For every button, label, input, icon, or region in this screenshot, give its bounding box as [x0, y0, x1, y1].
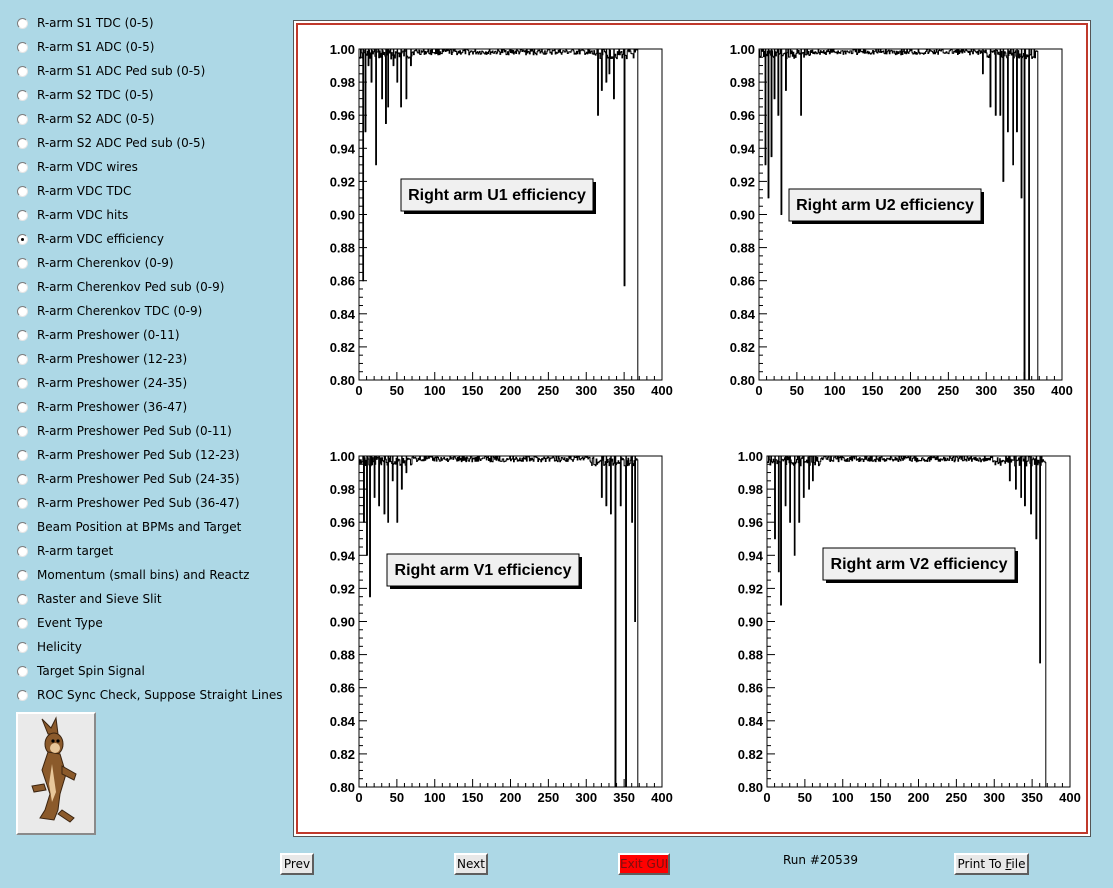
radio-option[interactable] — [17, 180, 287, 204]
y-tick-label: 0.92 — [329, 174, 355, 190]
radio-button[interactable] — [17, 450, 28, 461]
chart-title: Right arm V1 efficiency — [394, 562, 572, 579]
radio-button[interactable] — [17, 354, 28, 365]
radio-label: R-arm Preshower (36-47) — [37, 400, 188, 414]
x-tick-label: 350 — [1021, 790, 1043, 805]
x-tick-label: 200 — [499, 383, 522, 398]
radio-option[interactable] — [17, 324, 287, 348]
radio-button[interactable] — [17, 330, 28, 341]
x-tick-label: 350 — [613, 790, 635, 805]
print-label-suffix: ile — [1011, 857, 1026, 871]
plot-canvas — [293, 20, 1091, 837]
radio-button[interactable] — [17, 618, 28, 629]
x-tick-label: 400 — [651, 383, 673, 398]
radio-button[interactable] — [17, 666, 28, 677]
x-tick-label: 250 — [537, 383, 560, 398]
x-tick-label: 50 — [789, 383, 805, 398]
radio-button[interactable] — [17, 402, 28, 413]
radio-label: Helicity — [37, 640, 82, 654]
radio-label: R-arm Preshower Ped Sub (36-47) — [37, 496, 240, 510]
y-tick-label: 0.82 — [737, 746, 763, 762]
radio-option[interactable] — [17, 612, 287, 636]
radio-button[interactable] — [17, 594, 28, 605]
radio-button[interactable] — [17, 378, 28, 389]
radio-option[interactable] — [17, 660, 287, 684]
radio-label: ROC Sync Check, Suppose Straight Lines — [37, 688, 283, 702]
y-tick-label: 0.92 — [737, 581, 763, 597]
radio-option[interactable] — [17, 348, 287, 372]
y-tick-label: 0.82 — [329, 339, 355, 355]
y-tick-label: 0.90 — [329, 207, 355, 223]
plot-selector-radio-group — [17, 12, 287, 708]
x-tick-label: 50 — [389, 790, 405, 805]
y-tick-label: 0.88 — [329, 240, 355, 256]
y-tick-label: 0.88 — [329, 647, 355, 663]
next-button[interactable]: Next — [454, 853, 488, 875]
print-to-file-button[interactable] — [954, 853, 1029, 875]
x-tick-label: 50 — [797, 790, 813, 805]
y-tick-label: 1.00 — [729, 42, 755, 57]
radio-option[interactable] — [17, 108, 287, 132]
x-tick-label: 300 — [575, 790, 598, 805]
x-tick-label: 150 — [869, 790, 892, 805]
plot-frame — [359, 49, 662, 380]
x-tick-label: 100 — [823, 383, 846, 398]
radio-button[interactable] — [17, 306, 28, 317]
radio-option[interactable] — [17, 132, 287, 156]
x-tick-label: 300 — [575, 383, 598, 398]
radio-label: Momentum (small bins) and Reactz — [37, 568, 250, 582]
y-tick-label: 0.82 — [729, 339, 755, 355]
y-tick-label: 0.80 — [329, 780, 355, 795]
x-tick-label: 250 — [945, 790, 968, 805]
x-tick-label: 100 — [423, 790, 446, 805]
y-tick-label: 0.90 — [737, 614, 763, 630]
radio-button[interactable] — [17, 426, 28, 437]
y-tick-label: 0.90 — [329, 614, 355, 630]
radio-option[interactable] — [17, 540, 287, 564]
y-tick-label: 0.90 — [729, 207, 755, 223]
x-tick-label: 50 — [389, 383, 405, 398]
efficiency-chart — [330, 42, 673, 398]
radio-option[interactable] — [17, 84, 287, 108]
radio-label: R-arm S2 ADC (0-5) — [37, 112, 155, 126]
radio-label: R-arm Cherenkov TDC (0-9) — [37, 304, 203, 318]
radio-label: R-arm S2 TDC (0-5) — [37, 88, 154, 102]
print-label-prefix: Print To — [957, 857, 1006, 871]
radio-button[interactable] — [17, 66, 28, 77]
y-tick-label: 0.80 — [737, 780, 763, 795]
y-tick-label: 0.98 — [737, 482, 763, 498]
radio-button[interactable] — [17, 282, 28, 293]
print-label-underline: F — [1005, 857, 1012, 871]
x-tick-label: 350 — [613, 383, 635, 398]
radio-button[interactable] — [17, 642, 28, 653]
efficiency-chart — [730, 42, 1073, 398]
radio-option[interactable] — [17, 396, 287, 420]
x-tick-label: 100 — [831, 790, 854, 805]
y-tick-label: 0.98 — [329, 482, 355, 498]
x-tick-label: 150 — [461, 790, 484, 805]
radio-button[interactable] — [17, 498, 28, 509]
radio-option[interactable] — [17, 60, 287, 84]
radio-option[interactable] — [17, 492, 287, 516]
y-tick-label: 0.98 — [729, 75, 755, 91]
x-tick-label: 200 — [907, 790, 930, 805]
radio-option[interactable] — [17, 516, 287, 540]
y-tick-label: 0.84 — [737, 713, 763, 729]
x-tick-label: 0 — [355, 790, 363, 805]
radio-option[interactable] — [17, 684, 287, 708]
radio-option[interactable] — [17, 204, 287, 228]
y-tick-label: 1.00 — [329, 42, 355, 57]
chart-title: Right arm U1 efficiency — [408, 187, 586, 204]
exit-gui-button[interactable]: Exit GUI — [618, 853, 670, 875]
y-tick-label: 0.94 — [737, 548, 763, 564]
chart-title: Right arm V2 efficiency — [830, 556, 1008, 573]
x-tick-label: 0 — [763, 790, 771, 805]
y-tick-label: 0.96 — [737, 515, 763, 531]
y-tick-label: 0.96 — [329, 108, 355, 124]
y-tick-label: 0.98 — [329, 75, 355, 91]
radio-option[interactable] — [17, 36, 287, 60]
y-tick-label: 1.00 — [329, 449, 355, 464]
radio-button[interactable] — [17, 162, 28, 173]
y-tick-label: 0.84 — [329, 306, 355, 322]
x-tick-label: 200 — [499, 790, 522, 805]
y-tick-label: 0.80 — [729, 373, 755, 388]
y-tick-label: 0.82 — [329, 746, 355, 762]
radio-label: R-arm VDC hits — [37, 208, 129, 222]
efficiency-chart — [738, 449, 1081, 805]
x-tick-label: 250 — [937, 383, 960, 398]
x-tick-label: 150 — [461, 383, 484, 398]
radio-button[interactable] — [17, 186, 28, 197]
radio-label: R-arm Preshower Ped Sub (12-23) — [37, 448, 240, 462]
y-tick-label: 0.84 — [729, 306, 755, 322]
radio-button[interactable] — [17, 546, 28, 557]
radio-button[interactable] — [17, 234, 28, 245]
x-tick-label: 350 — [1013, 383, 1035, 398]
efficiency-plots — [298, 25, 1088, 834]
x-tick-label: 400 — [651, 790, 673, 805]
y-tick-label: 0.94 — [329, 548, 355, 564]
radio-option[interactable] — [17, 276, 287, 300]
radio-button[interactable] — [17, 42, 28, 53]
radio-option[interactable] — [17, 588, 287, 612]
x-tick-label: 150 — [861, 383, 884, 398]
coyote-logo-icon — [16, 712, 96, 835]
radio-option[interactable] — [17, 420, 287, 444]
radio-option[interactable] — [17, 372, 287, 396]
radio-option[interactable] — [17, 12, 287, 36]
radio-label: R-arm S1 ADC Ped sub (0-5) — [37, 64, 206, 78]
plot-frame — [359, 456, 662, 787]
radio-option[interactable] — [17, 444, 287, 468]
radio-label: Target Spin Signal — [37, 664, 145, 678]
x-tick-label: 300 — [983, 790, 1006, 805]
radio-option[interactable] — [17, 564, 287, 588]
radio-option[interactable] — [17, 156, 287, 180]
x-tick-label: 400 — [1059, 790, 1081, 805]
y-tick-label: 0.94 — [329, 141, 355, 157]
coyote-icon — [18, 714, 94, 833]
radio-button[interactable] — [17, 474, 28, 485]
radio-button[interactable] — [17, 690, 28, 701]
radio-label: R-arm Cherenkov Ped sub (0-9) — [37, 280, 225, 294]
radio-button[interactable] — [17, 90, 28, 101]
radio-button[interactable] — [17, 114, 28, 125]
radio-button[interactable] — [17, 258, 28, 269]
radio-label: R-arm Preshower Ped Sub (0-11) — [37, 424, 232, 438]
y-tick-label: 0.88 — [737, 647, 763, 663]
radio-button[interactable] — [17, 570, 28, 581]
radio-label: R-arm VDC wires — [37, 160, 138, 174]
y-tick-label: 0.86 — [329, 680, 355, 696]
radio-option[interactable] — [17, 252, 287, 276]
radio-label: R-arm Preshower (24-35) — [37, 376, 188, 390]
y-tick-label: 0.96 — [729, 108, 755, 124]
y-tick-label: 0.86 — [737, 680, 763, 696]
chart-title: Right arm U2 efficiency — [796, 197, 974, 214]
y-tick-label: 0.92 — [329, 581, 355, 597]
x-tick-label: 400 — [1051, 383, 1073, 398]
radio-button[interactable] — [17, 18, 28, 29]
y-tick-label: 0.96 — [329, 515, 355, 531]
radio-label: R-arm Preshower (0-11) — [37, 328, 180, 342]
radio-label: R-arm Preshower (12-23) — [37, 352, 188, 366]
y-tick-label: 0.86 — [729, 273, 755, 289]
plot-canvas-inner — [296, 23, 1088, 834]
y-tick-label: 0.92 — [729, 174, 755, 190]
radio-label: R-arm target — [37, 544, 114, 558]
x-tick-label: 100 — [423, 383, 446, 398]
radio-label: R-arm VDC TDC — [37, 184, 132, 198]
radio-option[interactable] — [17, 468, 287, 492]
radio-button[interactable] — [17, 522, 28, 533]
radio-button[interactable] — [17, 210, 28, 221]
x-tick-label: 200 — [899, 383, 922, 398]
radio-option[interactable] — [17, 636, 287, 660]
y-tick-label: 0.80 — [329, 373, 355, 388]
radio-label: R-arm Cherenkov (0-9) — [37, 256, 174, 270]
radio-option[interactable] — [17, 228, 287, 252]
radio-label: Beam Position at BPMs and Target — [37, 520, 242, 534]
y-tick-label: 0.94 — [729, 141, 755, 157]
x-tick-label: 250 — [537, 790, 560, 805]
radio-label: R-arm S1 ADC (0-5) — [37, 40, 155, 54]
radio-button[interactable] — [17, 138, 28, 149]
y-tick-label: 0.88 — [729, 240, 755, 256]
radio-label: R-arm Preshower Ped Sub (24-35) — [37, 472, 240, 486]
y-tick-label: 0.84 — [329, 713, 355, 729]
efficiency-chart — [330, 449, 673, 805]
radio-option[interactable] — [17, 300, 287, 324]
x-tick-label: 0 — [755, 383, 763, 398]
radio-label: R-arm S2 ADC Ped sub (0-5) — [37, 136, 206, 150]
x-tick-label: 300 — [975, 383, 998, 398]
radio-label: Raster and Sieve Slit — [37, 592, 162, 606]
x-tick-label: 0 — [355, 383, 363, 398]
y-tick-label: 1.00 — [737, 449, 763, 464]
radio-label: Event Type — [37, 616, 103, 630]
radio-label: R-arm S1 TDC (0-5) — [37, 16, 154, 30]
radio-label: R-arm VDC efficiency — [37, 232, 165, 246]
y-tick-label: 0.86 — [329, 273, 355, 289]
prev-button[interactable]: Prev — [280, 853, 314, 875]
run-number-label: Run #20539 — [783, 853, 859, 867]
